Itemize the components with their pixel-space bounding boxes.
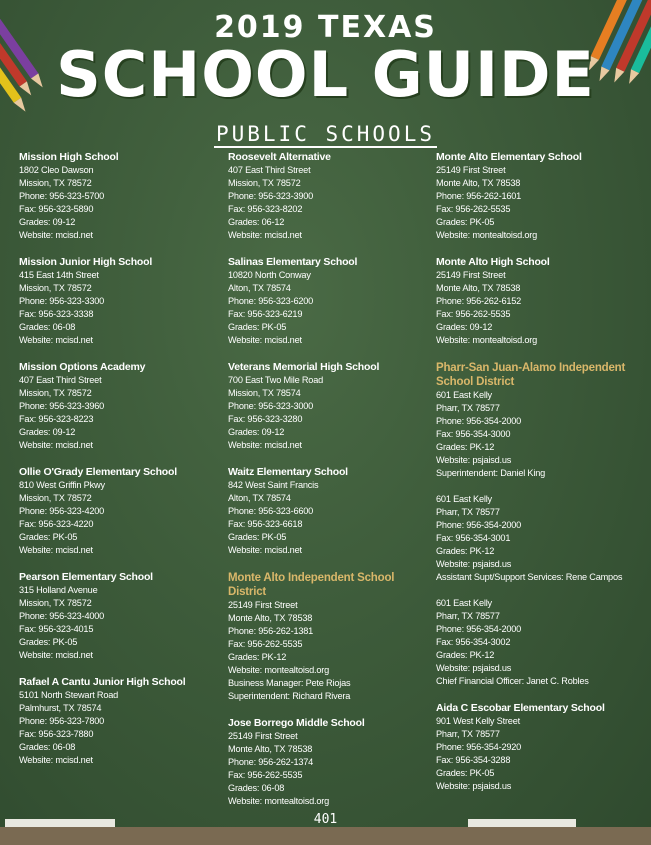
school-detail-line: Chief Financial Officer: Janet C. Robles	[436, 676, 589, 686]
school-name: Monte Alto Elementary School	[436, 151, 582, 163]
school-detail-line: 10820 North Conway	[228, 270, 311, 280]
school-detail-line: Website: montealtoisd.org	[228, 796, 330, 806]
school-detail-line: Superintendent: Richard Rivera	[228, 691, 351, 701]
school-name: Mission Options Academy	[19, 361, 146, 373]
school-entry	[19, 256, 219, 347]
school-detail-line: Website: mcisd.net	[228, 545, 302, 555]
school-detail-line: Mission, TX 78572	[19, 598, 92, 608]
school-detail-line: Website: mcisd.net	[19, 230, 93, 240]
school-name: Rafael A Cantu Junior High School	[19, 676, 186, 688]
school-detail-line: Alton, TX 78574	[228, 493, 291, 503]
school-name: Aida C Escobar Elementary School	[436, 702, 605, 714]
school-detail-line: 810 West Griffin Pkwy	[19, 480, 105, 490]
school-detail-line: 315 Holland Avenue	[19, 585, 98, 595]
school-detail-line: Grades: 09-12	[19, 427, 76, 437]
school-detail-line: Phone: 956-323-7800	[19, 716, 105, 726]
school-detail-line: Website: mcisd.net	[19, 335, 93, 345]
school-detail-line: 601 East Kelly	[436, 494, 492, 504]
section-subtitle	[0, 122, 651, 146]
school-detail-line: 25149 First Street	[436, 270, 506, 280]
school-detail-line: 5101 North Stewart Road	[19, 690, 119, 700]
school-detail-line: Mission, TX 78572	[19, 178, 92, 188]
school-detail-line: Business Manager: Pete Riojas	[228, 678, 351, 688]
guide-year-title: 2019 TEXAS	[214, 10, 437, 45]
guide-main-title: SCHOOL GUIDE	[56, 38, 595, 111]
school-entry	[228, 151, 428, 242]
entry-spacer	[436, 584, 641, 597]
school-detail-line: Fax: 956-262-5535	[436, 204, 511, 214]
school-name: Roosevelt Alternative	[228, 151, 331, 163]
school-detail-line: Phone: 956-323-6200	[228, 296, 314, 306]
school-detail-line: Grades: PK-05	[19, 637, 78, 647]
school-detail-line: Grades: 09-12	[228, 427, 285, 437]
school-name: Monte Alto High School	[436, 256, 550, 268]
school-entry	[228, 717, 428, 808]
school-detail-line: Website: mcisd.net	[19, 545, 93, 555]
school-name: Mission Junior High School	[19, 256, 153, 268]
school-detail-line: Website: psjaisd.us	[436, 781, 512, 791]
school-detail-line: Grades: 06-08	[19, 322, 76, 332]
school-detail-line: 415 East 14th Street	[19, 270, 99, 280]
school-name: Pearson Elementary School	[19, 571, 153, 583]
section-subtitle-text: PUBLIC SCHOOLS	[215, 122, 435, 146]
school-detail-line: 901 West Kelly Street	[436, 716, 520, 726]
school-name: Waitz Elementary School	[228, 466, 348, 478]
school-detail-line: Grades: 06-08	[19, 742, 76, 752]
school-detail-line: Fax: 956-323-8223	[19, 414, 94, 424]
school-detail-line: 1802 Cleo Dawson	[19, 165, 94, 175]
school-detail-line: Monte Alto, TX 78538	[228, 613, 313, 623]
school-entry	[19, 151, 219, 242]
school-detail-line: Fax: 956-354-3001	[436, 533, 511, 543]
school-detail-line: Website: mcisd.net	[19, 440, 93, 450]
school-detail-line: 25149 First Street	[228, 600, 298, 610]
school-detail-line: Grades: PK-05	[228, 322, 287, 332]
school-detail-line: Fax: 956-323-7880	[19, 729, 94, 739]
chalkboard-ledge	[0, 827, 651, 845]
school-detail-line: Fax: 956-323-4015	[19, 624, 94, 634]
school-detail-line: Grades: 09-12	[19, 217, 76, 227]
school-detail-line: Website: mcisd.net	[19, 650, 93, 660]
school-detail-line: Phone: 956-323-3960	[19, 401, 105, 411]
school-detail-line: Website: montealtoisd.org	[436, 335, 538, 345]
school-detail-line: Grades: PK-12	[228, 652, 287, 662]
school-entry	[436, 361, 641, 688]
school-entry	[19, 361, 219, 452]
school-detail-line: 601 East Kelly	[436, 390, 492, 400]
school-detail-line: Fax: 956-262-5535	[436, 309, 511, 319]
column-1	[19, 151, 219, 781]
school-entry	[436, 702, 641, 793]
school-detail-line: Pharr, TX 78577	[436, 729, 500, 739]
school-detail-line: Phone: 956-323-3300	[19, 296, 105, 306]
school-detail-line: Phone: 956-354-2000	[436, 520, 522, 530]
school-detail-line: Grades: 06-12	[228, 217, 285, 227]
school-name: Mission High School	[19, 151, 119, 163]
school-detail-line: Grades: 06-08	[228, 783, 285, 793]
school-detail-line: Website: mcisd.net	[228, 230, 302, 240]
school-entry	[19, 571, 219, 662]
school-detail-line: Fax: 956-323-4220	[19, 519, 94, 529]
school-detail-line: Phone: 956-262-1381	[228, 626, 314, 636]
school-detail-line: Fax: 956-354-3000	[436, 429, 511, 439]
column-3	[436, 151, 641, 807]
school-detail-line: Mission, TX 78572	[228, 178, 301, 188]
school-detail-line: Mission, TX 78572	[19, 283, 92, 293]
school-entry	[228, 466, 428, 557]
school-detail-line: Fax: 956-323-3338	[19, 309, 94, 319]
school-detail-line: Grades: PK-12	[436, 546, 495, 556]
school-detail-line: Phone: 956-323-3000	[228, 401, 314, 411]
entry-spacer	[436, 480, 641, 493]
school-detail-line: Superintendent: Daniel King	[436, 468, 546, 478]
column-2	[228, 151, 428, 822]
school-detail-line: Website: montealtoisd.org	[436, 230, 538, 240]
district-name: Pharr-San Juan-Alamo Independent School District	[436, 362, 626, 388]
school-entry	[19, 466, 219, 557]
school-detail-line: Phone: 956-323-5700	[19, 191, 105, 201]
school-detail-line: Grades: PK-05	[19, 532, 78, 542]
school-detail-line: Grades: PK-05	[436, 217, 495, 227]
school-detail-line: Website: psjaisd.us	[436, 455, 512, 465]
school-detail-line: Grades: PK-12	[436, 650, 495, 660]
school-detail-line: Pharr, TX 78577	[436, 507, 500, 517]
school-detail-line: Assistant Supt/Support Services: Rene Campos	[436, 572, 623, 582]
school-detail-line: Pharr, TX 78577	[436, 611, 500, 621]
school-detail-line: 842 West Saint Francis	[228, 480, 319, 490]
school-entry	[436, 256, 641, 347]
school-detail-line: Phone: 956-262-1601	[436, 191, 522, 201]
page-number: 401	[313, 812, 338, 827]
school-detail-line: 407 East Third Street	[228, 165, 311, 175]
school-detail-line: Fax: 956-323-3280	[228, 414, 303, 424]
school-entry	[228, 256, 428, 347]
school-detail-line: Fax: 956-262-5535	[228, 770, 303, 780]
school-detail-line: Fax: 956-354-3288	[436, 755, 511, 765]
district-name: Monte Alto Independent School District	[228, 572, 395, 598]
school-detail-line: Mission, TX 78572	[19, 388, 92, 398]
school-detail-line: Fax: 956-354-3002	[436, 637, 511, 647]
school-detail-line: 601 East Kelly	[436, 598, 492, 608]
school-detail-line: 25149 First Street	[228, 731, 298, 741]
school-detail-line: Mission, TX 78572	[19, 493, 92, 503]
school-detail-line: Alton, TX 78574	[228, 283, 291, 293]
school-detail-line: Phone: 956-262-1374	[228, 757, 314, 767]
school-detail-line: Fax: 956-323-6219	[228, 309, 303, 319]
school-detail-line: Grades: PK-05	[228, 532, 287, 542]
school-detail-line: 700 East Two Mile Road	[228, 375, 324, 385]
school-detail-line: Fax: 956-323-6618	[228, 519, 303, 529]
school-name: Salinas Elementary School	[228, 256, 358, 268]
school-name: Ollie O'Grady Elementary School	[19, 466, 177, 478]
school-detail-line: Phone: 956-262-6152	[436, 296, 522, 306]
school-detail-line: Phone: 956-354-2920	[436, 742, 522, 752]
school-entry	[19, 676, 219, 767]
school-detail-line: Phone: 956-323-4200	[19, 506, 105, 516]
school-detail-line: Website: mcisd.net	[19, 755, 93, 765]
school-detail-line: 407 East Third Street	[19, 375, 102, 385]
school-detail-line: Phone: 956-354-2000	[436, 416, 522, 426]
school-entry	[228, 571, 428, 703]
school-detail-line: Pharr, TX 78577	[436, 403, 500, 413]
school-entry	[228, 361, 428, 452]
school-name: Jose Borrego Middle School	[228, 717, 365, 729]
school-detail-line: Phone: 956-354-2000	[436, 624, 522, 634]
school-detail-line: Website: mcisd.net	[228, 440, 302, 450]
school-detail-line: 25149 First Street	[436, 165, 506, 175]
school-detail-line: Phone: 956-323-6600	[228, 506, 314, 516]
school-detail-line: Monte Alto, TX 78538	[436, 178, 521, 188]
school-detail-line: Website: psjaisd.us	[436, 559, 512, 569]
school-detail-line: Grades: PK-12	[436, 442, 495, 452]
school-detail-line: Fax: 956-323-5890	[19, 204, 94, 214]
school-detail-line: Phone: 956-323-3900	[228, 191, 314, 201]
school-detail-line: Grades: 09-12	[436, 322, 493, 332]
school-name: Veterans Memorial High School	[228, 361, 380, 373]
school-detail-line: Website: montealtoisd.org	[228, 665, 330, 675]
school-detail-line: Monte Alto, TX 78538	[436, 283, 521, 293]
school-detail-line: Grades: PK-05	[436, 768, 495, 778]
school-detail-line: Palmhurst, TX 78574	[19, 703, 102, 713]
school-detail-line: Phone: 956-323-4000	[19, 611, 105, 621]
school-detail-line: Mission, TX 78574	[228, 388, 301, 398]
school-detail-line: Website: psjaisd.us	[436, 663, 512, 673]
school-detail-line: Website: mcisd.net	[228, 335, 302, 345]
school-entry	[436, 151, 641, 242]
school-detail-line: Fax: 956-323-8202	[228, 204, 303, 214]
school-detail-line: Monte Alto, TX 78538	[228, 744, 313, 754]
school-detail-line: Fax: 956-262-5535	[228, 639, 303, 649]
